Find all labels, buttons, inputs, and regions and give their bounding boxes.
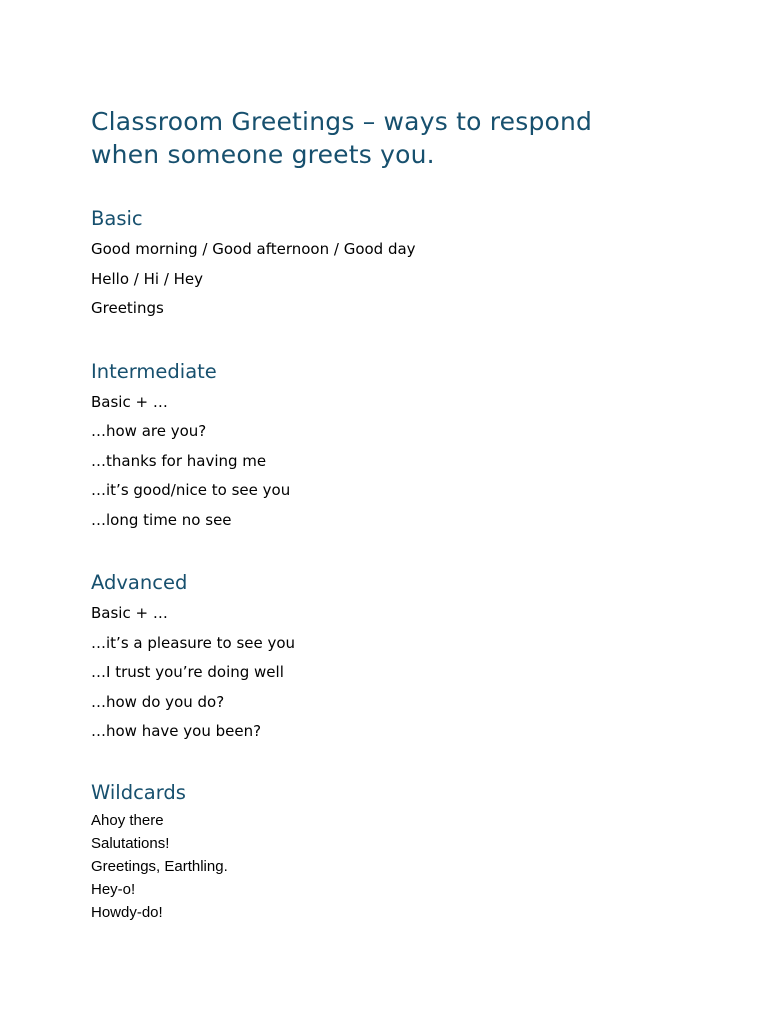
section-heading-intermediate: Intermediate (91, 359, 217, 383)
greeting-line: …how have you been? (91, 722, 262, 740)
wildcard-line: Hey-o! (91, 880, 136, 898)
greeting-line: Basic + … (91, 392, 168, 411)
section-heading-advanced: Advanced (91, 571, 188, 594)
greeting-line: …long time no see (91, 510, 232, 529)
greeting-line: …how are you? (91, 422, 207, 440)
section-basic (91, 206, 651, 324)
wildcard-line: Greetings, Earthling. (91, 857, 228, 875)
wildcard-line: Salutations! (91, 834, 170, 852)
greeting-line: Basic + … (91, 604, 168, 622)
section-wildcards (91, 780, 651, 924)
section-intermediate (91, 359, 651, 536)
greeting-line: …I trust you’re doing well (91, 663, 284, 681)
greeting-line: …how do you do? (91, 692, 225, 711)
document-title: Classroom Greetings – ways to respond when someone greets you. (91, 107, 593, 169)
wildcard-line: Howdy-do! (91, 903, 163, 921)
greeting-line: Hello / Hi / Hey (91, 269, 204, 288)
greeting-line: …it’s good/nice to see you (91, 481, 291, 499)
greeting-line: …it’s a pleasure to see you (91, 633, 296, 652)
section-heading-wildcards: Wildcards (91, 780, 186, 804)
section-heading-basic: Basic (91, 207, 143, 230)
greeting-line: …thanks for having me (91, 451, 267, 470)
wildcard-line: Ahoy there (91, 811, 164, 829)
wildcard-list (91, 809, 651, 924)
document-body (91, 105, 651, 924)
section-advanced (91, 570, 651, 747)
greeting-line: Good morning / Good afternoon / Good day (91, 240, 416, 258)
greeting-line: Greetings (91, 299, 164, 317)
